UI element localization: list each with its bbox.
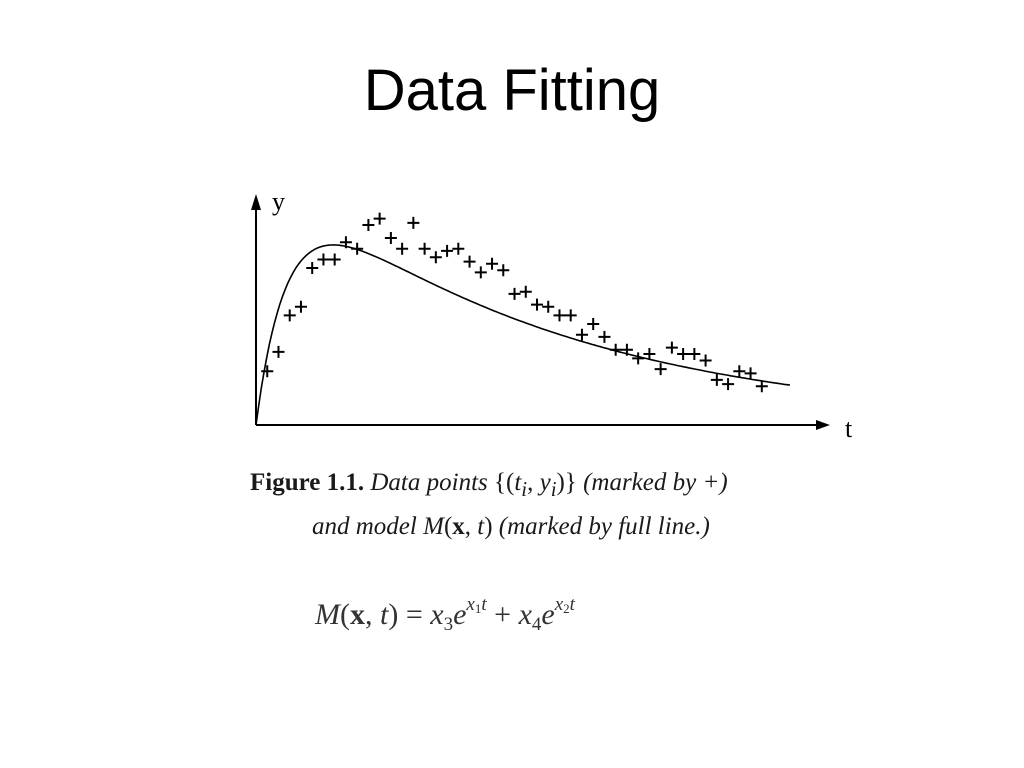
data-point-43 (733, 365, 745, 377)
data-point-18 (452, 243, 464, 255)
slide-title: Data Fitting (363, 58, 661, 123)
data-point-20 (475, 266, 487, 278)
data-point-41 (711, 374, 723, 386)
data-point-4 (295, 301, 307, 313)
data-point-42 (722, 378, 734, 390)
data-point-40 (700, 355, 712, 367)
data-point-2 (272, 346, 284, 358)
data-point-27 (553, 309, 565, 321)
data-point-32 (610, 344, 622, 356)
data-point-19 (464, 256, 476, 268)
data-point-16 (430, 251, 442, 263)
y-axis-label: y (272, 187, 285, 216)
data-point-23 (509, 288, 521, 300)
data-point-15 (419, 243, 431, 255)
model-curve (256, 245, 790, 425)
data-point-11 (374, 213, 386, 225)
caption-line-1 (250, 464, 890, 508)
x-axis-label: t (845, 414, 853, 443)
data-point-12 (385, 232, 397, 244)
data-point-37 (666, 342, 678, 354)
data-point-25 (531, 299, 543, 311)
data-point-26 (542, 301, 554, 313)
data-point-30 (587, 318, 599, 330)
caption-text-and-model: and model (312, 513, 417, 540)
caption-text-marked-by-plus: (marked by +) (583, 469, 728, 496)
data-point-28 (565, 309, 577, 321)
x-axis-arrow (816, 420, 830, 430)
data-point-29 (576, 329, 588, 341)
caption-math-set: {($t_i$, $y_i$)} (494, 469, 577, 501)
data-point-22 (497, 264, 509, 276)
data-point-36 (655, 363, 667, 375)
data-point-17 (441, 245, 453, 257)
model-formula: M(x, $t) = x_3e^{x_1t} + x_4e^{x_2t}$ (315, 594, 575, 635)
caption-math-model: M(x, t) (423, 513, 493, 540)
plot-area (256, 213, 790, 425)
data-point-44 (745, 367, 757, 379)
chart-axes (251, 187, 853, 443)
caption-line-2 (250, 508, 890, 545)
data-point-34 (632, 352, 644, 364)
data-point-38 (677, 348, 689, 360)
data-point-5 (306, 262, 318, 274)
data-point-13 (396, 243, 408, 255)
data-point-6 (317, 253, 329, 265)
caption-text-data-points: Data points (370, 469, 488, 496)
data-point-33 (621, 344, 633, 356)
caption-text-marked-by-full-line: (marked by full line.) (498, 513, 710, 540)
data-point-9 (351, 243, 363, 255)
data-point-39 (688, 348, 700, 360)
data-point-24 (520, 286, 532, 298)
data-point-7 (329, 253, 341, 265)
data-point-10 (362, 219, 374, 231)
figure-number: Figure 1.1. (250, 469, 365, 496)
data-point-3 (284, 309, 296, 321)
data-point-21 (486, 258, 498, 270)
figure-caption (250, 464, 890, 545)
data-point-31 (598, 331, 610, 343)
data-point-14 (407, 217, 419, 229)
y-axis-arrow (251, 194, 261, 210)
